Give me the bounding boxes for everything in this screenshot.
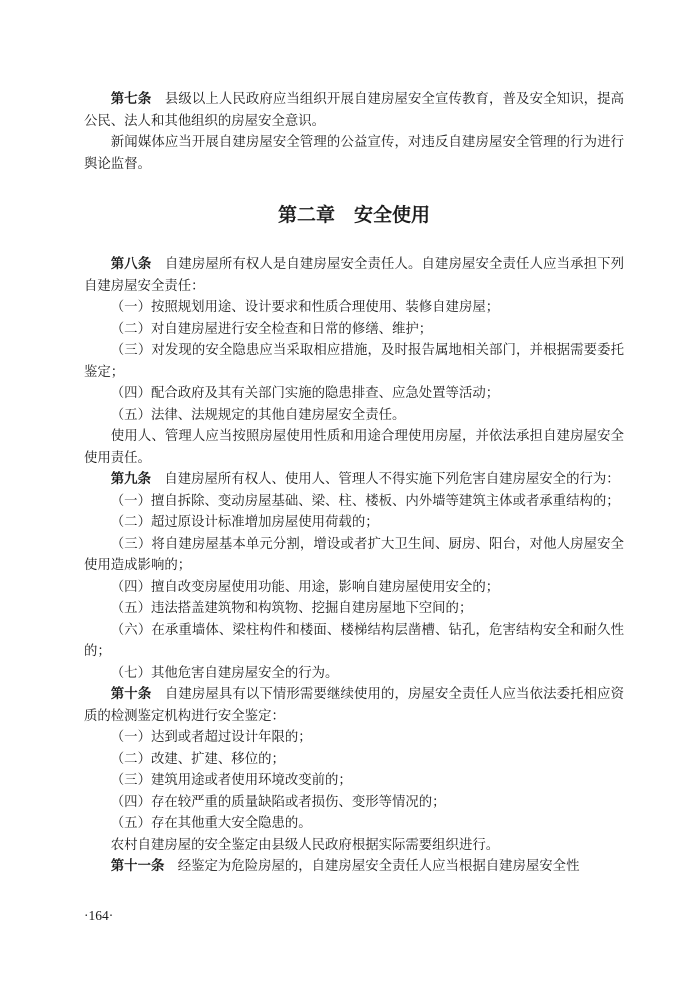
list-item [84, 511, 624, 533]
paragraph [84, 834, 624, 856]
list-item [84, 404, 624, 426]
article-number-label: 第十一条 [110, 858, 165, 873]
paragraph-text: （五）法律、法规规定的其他自建房屋安全责任。 [110, 406, 406, 422]
paragraph [84, 425, 624, 468]
paragraph-text: （五）违法搭盖建筑物和构筑物、挖掘自建房屋地下空间的； [110, 600, 473, 615]
list-item [84, 619, 624, 662]
paragraph-text: （三）建筑用途或者使用环境改变前的； [110, 772, 352, 787]
paragraph-text: （三）对发现的安全隐患应当采取相应措施，及时报告属地相关部门，并根据需要委托鉴定； [84, 342, 624, 379]
list-item [84, 318, 624, 340]
paragraph-text: 使用人、管理人应当按照房屋使用性质和用途合理使用房屋，并依法承担自建房屋安全使用责任。 [84, 428, 624, 465]
paragraph-text: （四）擅自改变房屋使用功能、用途，影响自建房屋使用安全的； [110, 578, 500, 594]
paragraph-text: （一）达到或者超过设计年限的； [110, 729, 312, 744]
paragraph-text: （二）对自建房屋进行安全检查和日常的修缮、维护； [110, 320, 433, 336]
list-item [84, 490, 624, 512]
article-number-label: 第九条 [110, 471, 151, 486]
list-item [84, 662, 624, 684]
chapter-heading: 第二章 安全使用 [277, 205, 430, 226]
list-item [84, 597, 624, 619]
list-item [84, 533, 624, 576]
list-item [84, 576, 624, 598]
paragraph-text: 新闻媒体应当开展自建房屋安全管理的公益宣传，对违反自建房屋安全管理的行为进行舆论监督。 [84, 134, 624, 171]
list-item [84, 769, 624, 791]
paragraph-text: （一）擅自拆除、变动房屋基础、梁、柱、楼板、内外墙等建筑主体或者承重结构的； [110, 492, 620, 508]
list-item [84, 726, 624, 748]
paragraph [84, 468, 624, 490]
paragraph-text: （二）改建、扩建、移位的； [110, 750, 285, 766]
paragraph-text: （四）存在较严重的质量缺陷或者损伤、变形等情况的； [110, 793, 446, 809]
paragraph-text: （六）在承重墙体、梁柱构件和楼面、楼梯结构层凿槽、钻孔，危害结构安全和耐久性的； [84, 621, 624, 658]
paragraph-text: （七）其他危害自建房屋安全的行为。 [110, 664, 339, 680]
paragraph [84, 855, 624, 877]
paragraph-text: 县级以上人民政府应当组织开展自建房屋安全宣传教育，普及安全知识，提高公民、法人和其他组织的房屋安全意识。 [84, 91, 625, 128]
paragraph-text: （一）按照规划用途、设计要求和性质合理使用、装修自建房屋； [110, 299, 500, 314]
article-number-label: 第十条 [110, 686, 152, 701]
article-number-label: 第八条 [110, 256, 152, 271]
paragraph-text: 自建房屋所有权人是自建房屋安全责任人。自建房屋安全责任人应当承担下列自建房屋安全责任： [84, 256, 625, 293]
paragraph [84, 131, 624, 174]
paragraph [84, 683, 624, 726]
paragraph [84, 253, 624, 296]
paragraph-text: （三）将自建房屋基本单元分割，增设或者扩大卫生间、厨房、阳台，对他人房屋安全使用造成影响的； [84, 535, 624, 572]
paragraph-text: 经鉴定为危险房屋的，自建房屋安全责任人应当根据自建房屋安全性 [177, 858, 580, 873]
list-item [84, 748, 624, 770]
list-item [84, 296, 624, 318]
paragraph-text: （四）配合政府及其有关部门实施的隐患排查、应急处置等活动； [110, 385, 500, 400]
list-item [84, 812, 624, 834]
paragraph-text: 自建房屋具有以下情形需要继续使用的，房屋安全责任人应当依法委托相应资质的检测鉴定机构进行安全鉴定： [84, 686, 625, 723]
paragraph-text: 农村自建房屋的安全鉴定由县级人民政府根据实际需要组织进行。 [110, 836, 500, 852]
list-item [84, 382, 624, 404]
list-item [84, 791, 624, 813]
paragraph [84, 88, 624, 131]
paragraph-text: （二）超过原设计标准增加房屋使用荷载的； [110, 514, 379, 529]
article-number-label: 第七条 [110, 91, 152, 106]
document-page [84, 88, 624, 877]
list-item [84, 339, 624, 382]
page-number: ·164· [84, 908, 114, 923]
paragraph-text: 自建房屋所有权人、使用人、管理人不得实施下列危害自建房屋安全的行为： [164, 471, 620, 486]
paragraph-text: （五）存在其他重大安全隐患的。 [110, 815, 312, 830]
